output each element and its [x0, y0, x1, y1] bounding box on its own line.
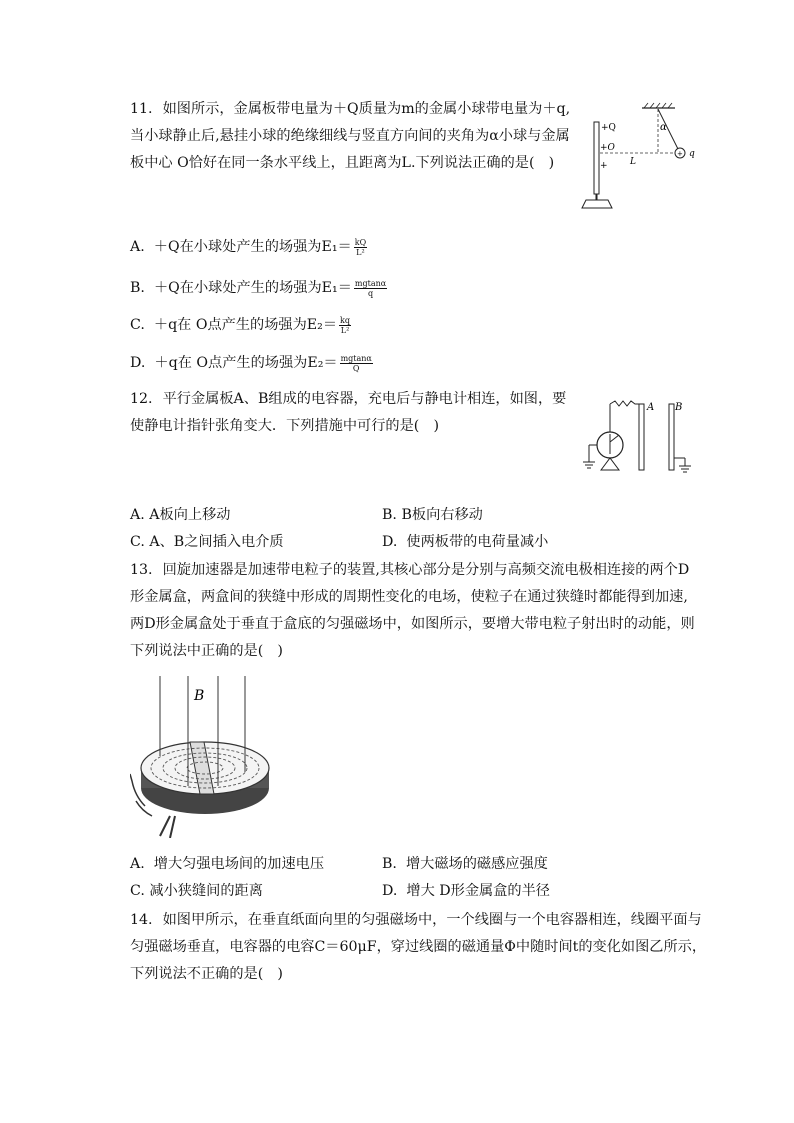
q11-option-d[interactable]: D. ＋q在 O点产生的场强为E₂＝ $\frac{mgtan\alpha}{Q}$: [130, 353, 372, 373]
q11-option-a[interactable]: A. ＋Q在小球处产生的场强为E₁＝ $\frac{kQ}{\text{L²}}$: [130, 237, 367, 257]
q14-line3: 下列说法不正确的是( ): [130, 966, 283, 982]
q12-figure: [575, 392, 700, 482]
q13-figure: [130, 676, 280, 838]
q13-option-b[interactable]: B. 增大磁场的磁感应强度: [382, 856, 548, 872]
q11-line2: 当小球静止后,悬挂小球的绝缘细线与竖直方向间的夹角为α小球与金属: [130, 128, 570, 144]
q12-option-d[interactable]: D. 使两板带的电荷量减小: [382, 534, 549, 550]
q14-text-1: 如图甲所示，在垂直纸面向里的匀强磁场中，一个线圈与一个电容器相连，线圈平面与: [162, 912, 702, 928]
q11-number: 11.: [130, 101, 153, 117]
q11-fig-L: L: [630, 157, 636, 167]
q11-option-c[interactable]: C. ＋q在 O点产生的场强为E₂＝ $\frac{kq}{\text{L²}}$: [130, 315, 351, 335]
q13-line2: 形金属盒，两盒间的狭缝中形成的周期性变化的电场，使粒子在通过狭缝时都能得到加速,: [130, 589, 688, 605]
q14-line1: [130, 909, 702, 929]
q13-line3: 两D形金属盒处于垂直于盒底的匀强磁场中，如图所示，要增大带电粒子射出时的动能，则: [130, 616, 695, 632]
q13-line4: 下列说法中正确的是( ): [130, 643, 283, 659]
q12-number: 12.: [130, 391, 153, 407]
q13-fig-B: B: [194, 688, 205, 704]
q11-figure: [570, 100, 710, 215]
q11-option-b[interactable]: B. ＋Q在小球处产生的场强为E₁＝ $\frac{mgtan\alpha}{q}$: [130, 278, 387, 298]
q11-text-1: 如图所示，金属板带电量为＋Q质量为m的金属小球带电量为＋q,: [162, 101, 571, 117]
q11-line3: 板中心 O恰好在同一条水平线上，且距离为L.下列说法正确的是( ): [130, 155, 555, 171]
q11-fig-q: q: [689, 149, 695, 159]
q12-option-a[interactable]: A. A板向上移动: [130, 507, 231, 523]
q14-number: 14.: [130, 912, 153, 928]
q13-line1: [130, 559, 689, 579]
q13-option-d[interactable]: D. 增大 D形金属盒的半径: [382, 883, 550, 899]
q14-line2: 匀强磁场垂直，电容器的电容C＝60μF，穿过线圈的磁通量Φ中随时间t的变化如图乙所示，: [130, 939, 707, 955]
q12-line2: 使静电计指针张角变大．下列措施中可行的是( ): [130, 418, 440, 434]
q12-option-c[interactable]: C. A、B之间插入电介质: [130, 534, 284, 550]
q12-text-1: 平行金属板A、B组成的电容器，充电后与静电计相连，如图，要: [162, 391, 567, 407]
q13-option-c[interactable]: C. 减小狭缝间的距离: [130, 883, 263, 899]
q11-fig-plus: +: [600, 161, 608, 171]
q11-line1: [130, 98, 570, 118]
q12-line1: [130, 388, 566, 408]
svg-text:+: +: [677, 150, 683, 158]
q12-option-b[interactable]: B. B板向右移动: [382, 507, 483, 523]
q12-fig-B: B: [675, 402, 683, 413]
q13-option-a[interactable]: A. 增大匀强电场间的加速电压: [130, 856, 325, 872]
q13-number: 13.: [130, 562, 153, 578]
q11-fig-alpha: α: [660, 122, 667, 133]
q13-text-1: 回旋加速器是加速带电粒子的装置,其核心部分是分别与高频交流电极相连接的两个D: [162, 562, 690, 578]
q11-fig-plusQ: +Q: [601, 123, 616, 133]
q11-fig-O: +O: [600, 143, 615, 153]
q12-fig-A: A: [647, 402, 655, 413]
